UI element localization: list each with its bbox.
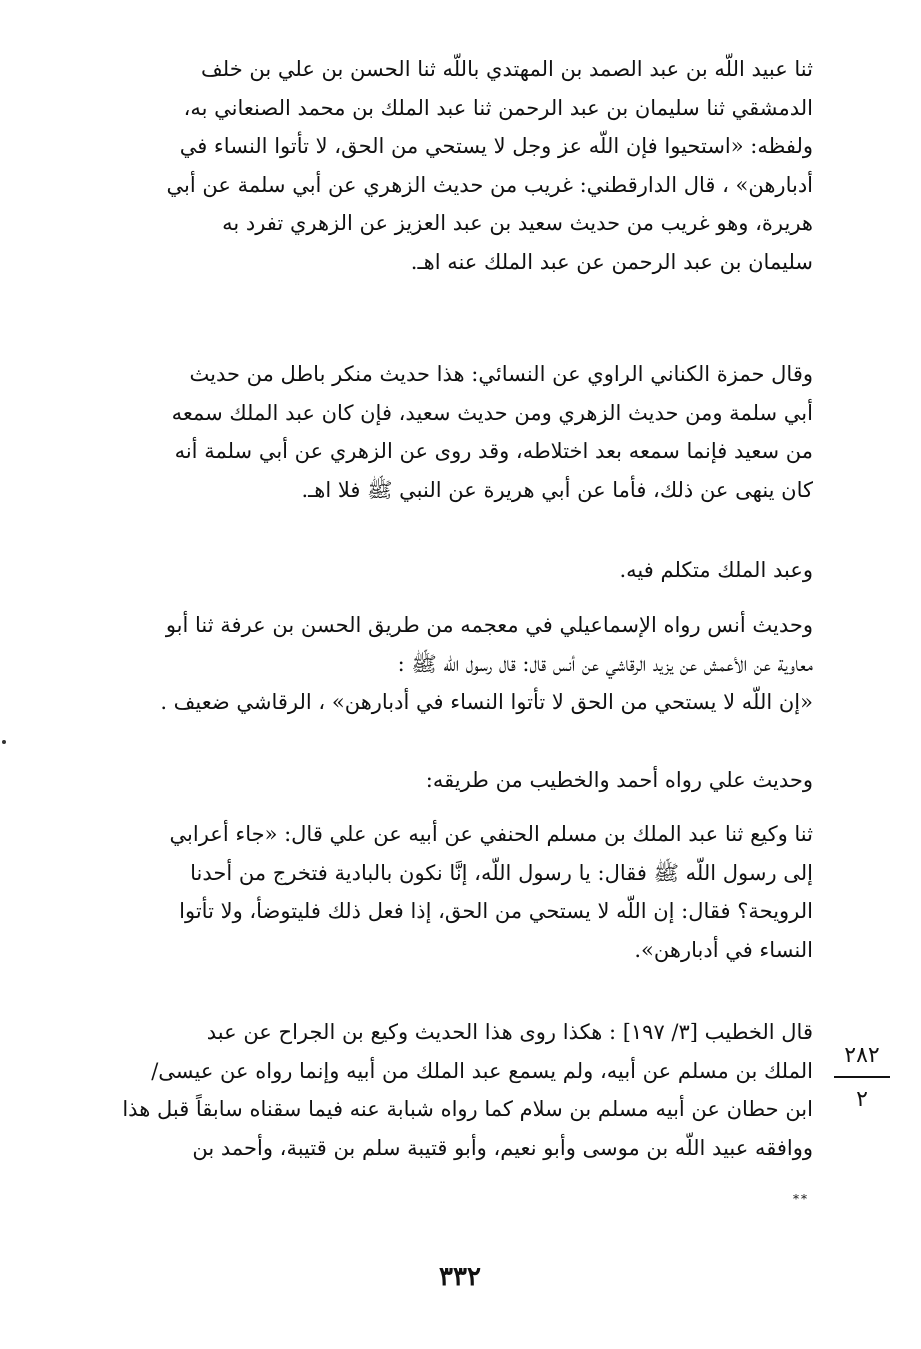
margin-reference-rule (834, 1076, 890, 1078)
text-line: الدمشقي ثنا سليمان بن عبد الرحمن ثنا عبد الملك بن محمد الصنعاني به، (183, 95, 813, 120)
text-line: أبي سلمة ومن حديث الزهري ومن حديث سعيد، فإن كان عبد الملك سمعه (171, 400, 813, 425)
text-line: ووافقه عبيد اللّه بن موسى وأبو نعيم، وأبو قتيبة سلم بن قتيبة، وأحمد بن (192, 1135, 813, 1160)
text-line: وعبد الملك متكلم فيه. (619, 558, 813, 582)
text-line: ولفظه: «استحيوا فإن اللّه عز وجل لا يستحي من الحق، لا تأتوا النساء في (179, 134, 813, 158)
text-line: سليمان بن عبد الرحمن عن عبد الملك عنه اهـ. (410, 249, 813, 274)
text-line: قال الخطيب [٣/ ١٩٧] : هكذا روى هذا الحديث وكيع بن الجراح عن عبد (206, 1020, 813, 1044)
paragraph (98, 761, 813, 800)
footnote-marker: ** (793, 1192, 809, 1206)
paragraph (98, 551, 813, 590)
paragraph (98, 355, 813, 509)
margin-reference-bottom: ٢ (856, 1087, 868, 1112)
margin-reference-top: ٢٨٢ (844, 1043, 880, 1068)
text-line: وقال حمزة الكناني الراوي عن النسائي: هذا حديث منكر باطل من حديث (189, 362, 813, 386)
text-line: «إن اللّه لا يستحي من الحق لا تأتوا النساء في أدبارهن» ، الرقاشي ضعيف . (160, 690, 813, 714)
page-number: ٣٣٢ (439, 1262, 481, 1292)
margin-reference (834, 1040, 890, 1116)
paragraph (98, 50, 813, 281)
text-line: إلى رسول اللّه ﷺ فقال: يا رسول اللّه، إنَّا نكون بالبادية فتخرج من أحدنا (190, 860, 813, 885)
scan-speck (2, 740, 6, 744)
text-line: النساء في أدبارهن». (634, 937, 813, 962)
paragraph (98, 1013, 813, 1167)
text-line: وحديث علي رواه أحمد والخطيب من طريقه: (425, 768, 813, 792)
text-line: من سعيد فإنما سمعه بعد اختلاطه، وقد روى عن الزهري عن أبي سلمة أنه (174, 439, 813, 463)
text-line: ثنا وكيع ثنا عبد الملك بن مسلم الحنفي عن أبيه عن علي قال: «جاء أعرابي (169, 822, 813, 846)
paragraph (98, 606, 813, 722)
text-line: أدبارهن» ، قال الدارقطني: غريب من حديث الزهري عن أبي سلمة عن أبي (166, 172, 813, 197)
text-line: ابن حطان عن أبيه مسلم بن سلام كما رواه شبابة عنه فيما سقناه سابقاً قبل هذا (122, 1097, 813, 1121)
text-line: الملك بن مسلم عن أبيه، ولم يسمع عبد الملك من أبيه وإنما رواه عن عيسى/ (151, 1058, 813, 1083)
paragraph (98, 815, 813, 969)
text-line: معاوية عن الأعمش عن يزيد الرقاشي عن أنس قال: قال رسول اللّه ﷺ : (397, 651, 813, 676)
text-line: ثنا عبيد اللّه بن عبد الصمد بن المهتدي باللّه ثنا الحسن بن علي بن خلف (201, 57, 813, 81)
text-line: هريرة، وهو غريب من حديث سعيد بن عبد العزيز عن الزهري تفرد به (222, 211, 813, 235)
text-line: كان ينهى عن ذلك، فأما عن أبي هريرة عن النبي ﷺ فلا اهـ. (301, 477, 813, 502)
text-line: الرويحة؟ فقال: إن اللّه لا يستحي من الحق، إذا فعل ذلك فليتوضأ، ولا تأتوا (179, 899, 813, 923)
text-line: وحديث أنس رواه الإسماعيلي في معجمه من طريق الحسن بن عرفة ثنا أبو (165, 613, 813, 637)
